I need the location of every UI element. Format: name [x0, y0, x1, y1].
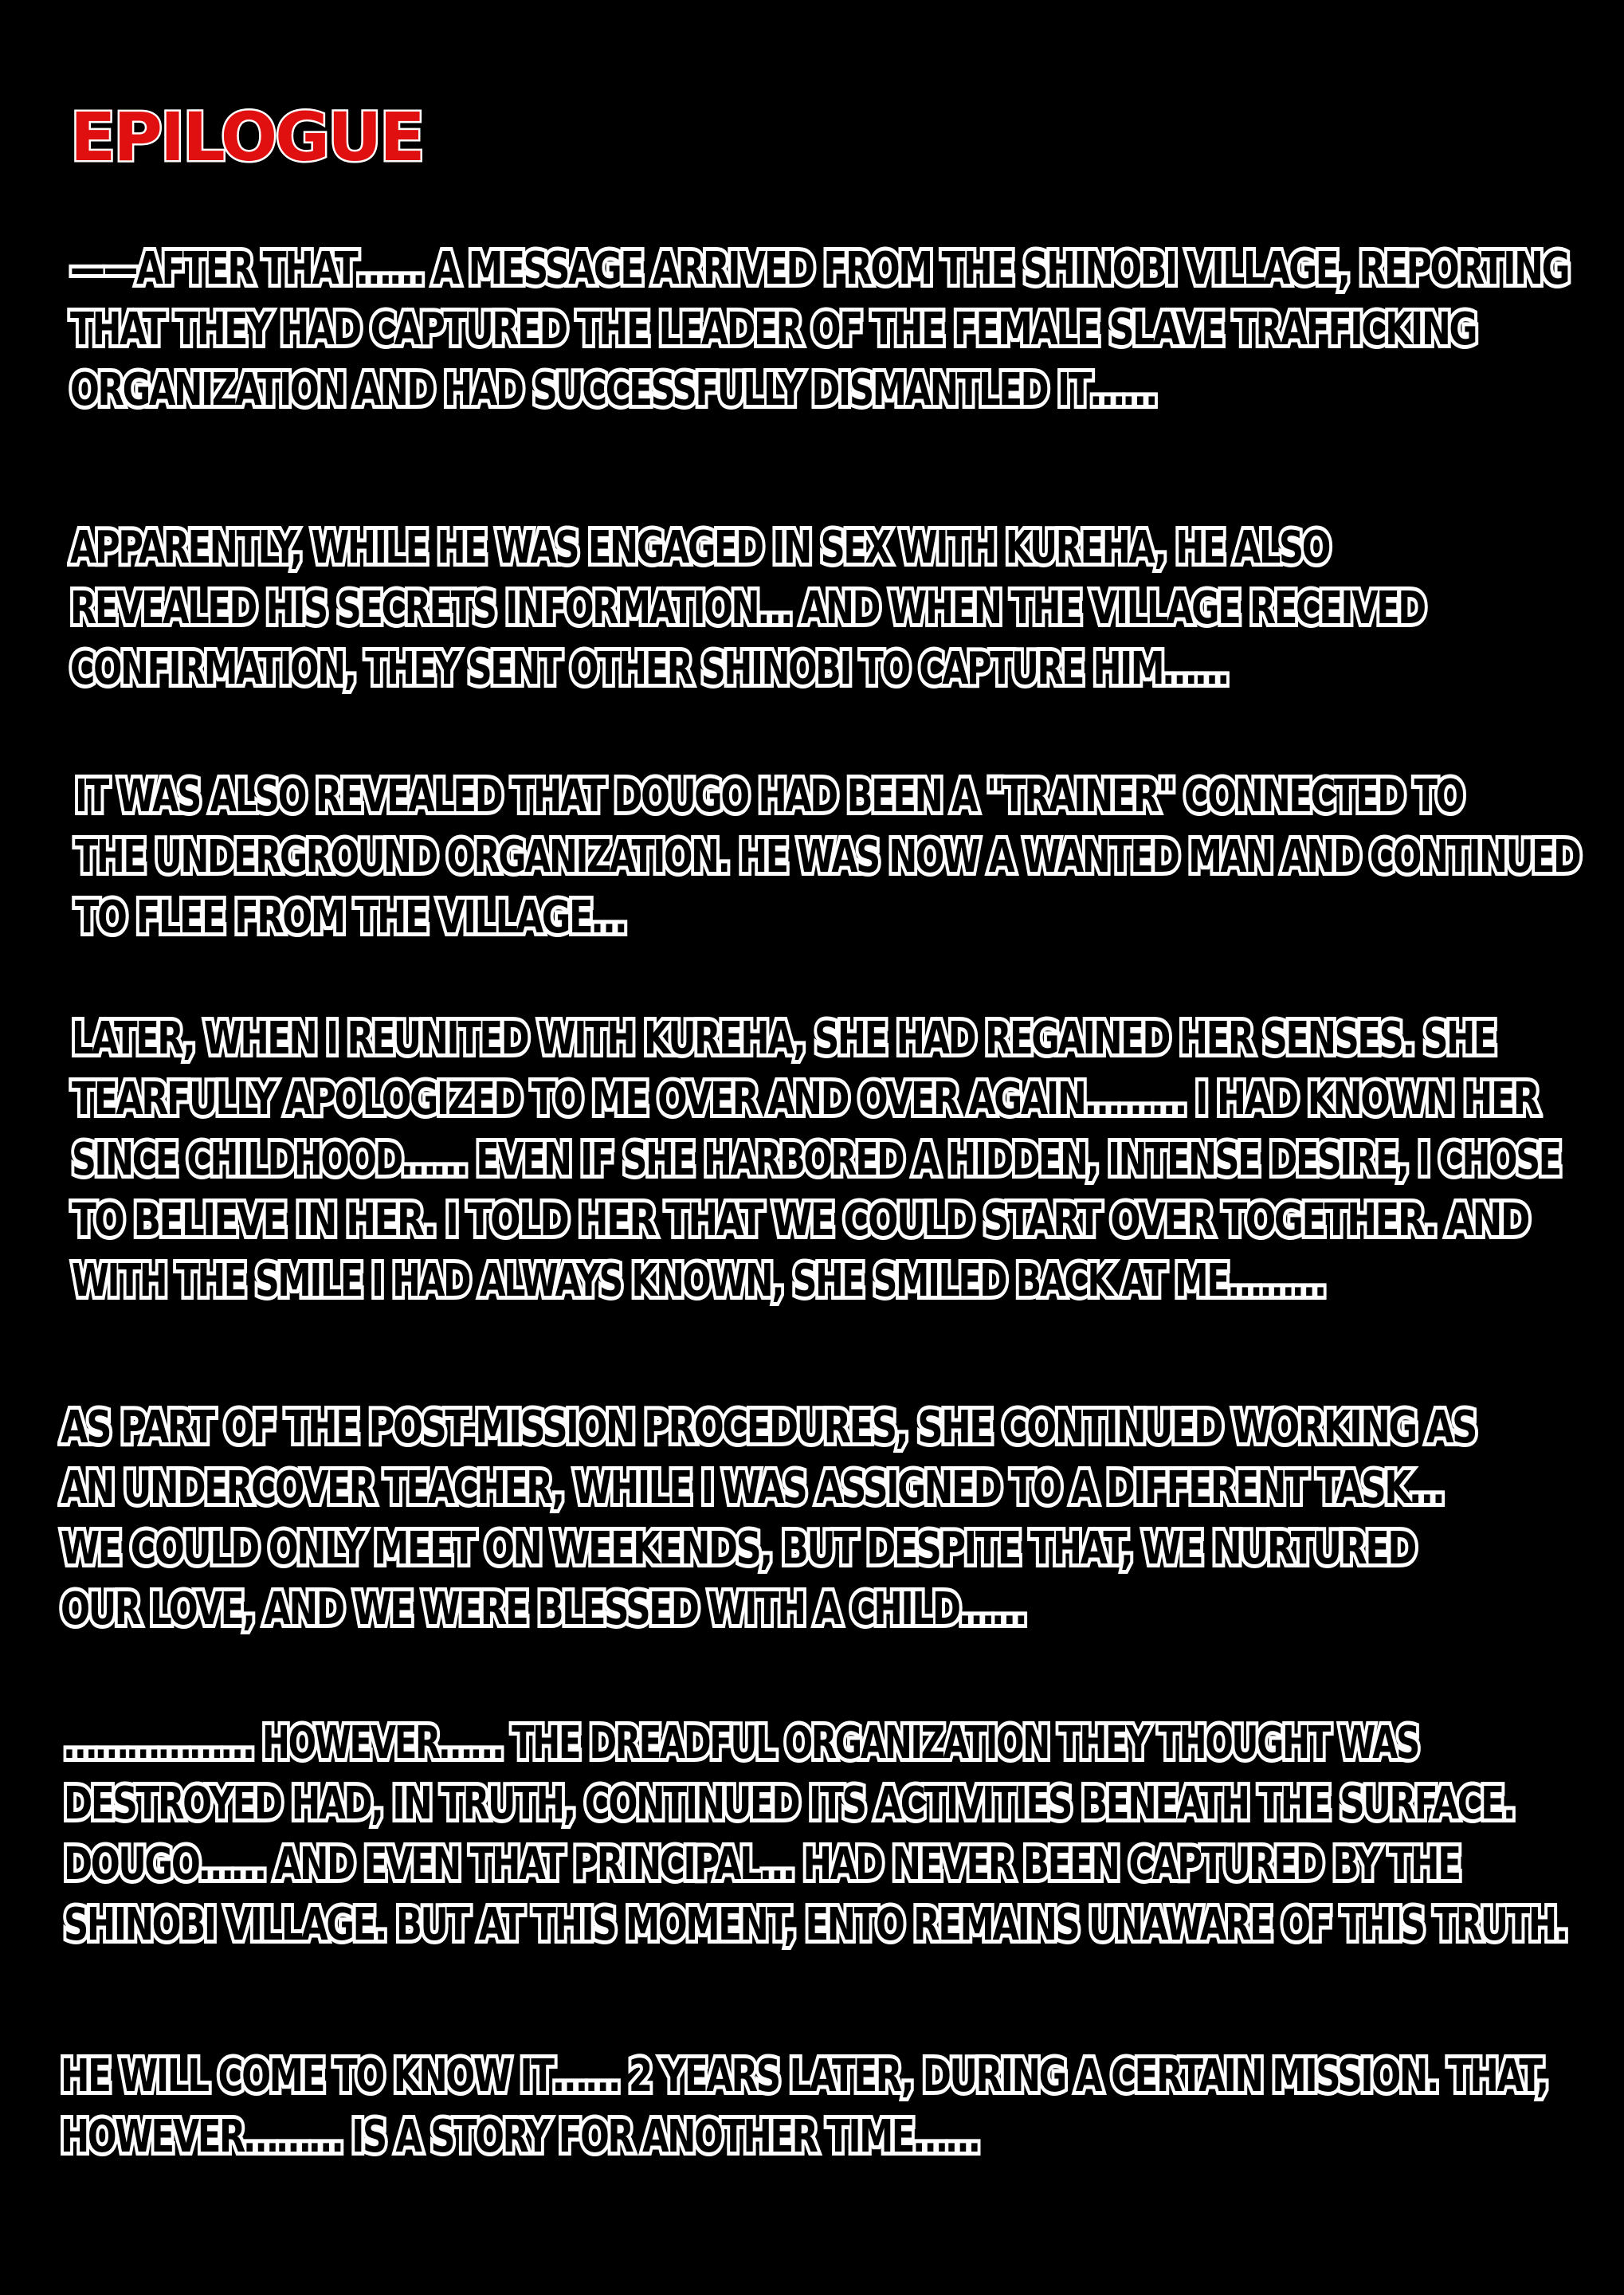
paragraph-line: SHINOBI VILLAGE. BUT AT THIS MOMENT, ENTO REMAINS UNAWARE OF THIS TRUTH.: [64, 1899, 1567, 1951]
paragraph-line: LATER, WHEN I REUNITED WITH KUREHA, SHE HAD REGAINED HER SENSES. SHE: [72, 1013, 1496, 1065]
paragraph-line: HE WILL COME TO KNOW IT…… 2 YEARS LATER, DURING A CERTAIN MISSION. THAT,: [61, 2050, 1548, 2102]
paragraph-line: SINCE CHILDHOOD…… EVEN IF SHE HARBORED A HIDDEN, INTENSE DESIRE, I CHOSE: [72, 1134, 1560, 1186]
paragraph-line: HOWEVER……… IS A STORY FOR ANOTHER TIME……: [61, 2111, 979, 2163]
paragraph-line: TO BELIEVE IN HER. I TOLD HER THAT WE COULD START OVER TOGETHER. AND: [72, 1195, 1528, 1246]
paragraph-line: APPARENTLY, WHILE HE WAS ENGAGED IN SEX WITH KUREHA, HE ALSO: [70, 522, 1330, 574]
paragraph-line: OUR LOVE, AND WE WERE BLESSED WITH A CHILD……: [61, 1583, 1026, 1635]
paragraph-line: CONFIRMATION, THEY SENT OTHER SHINOBI TO CAPTURE HIM……: [70, 643, 1228, 695]
paragraph-line: DESTROYED HAD, IN TRUTH, CONTINUED ITS ACTIVITIES BENEATH THE SURFACE.: [64, 1778, 1515, 1830]
paragraph-line: THE UNDERGROUND ORGANIZATION. HE WAS NOW A WANTED MAN AND CONTINUED: [75, 831, 1580, 883]
paragraph-line: THAT THEY HAD CAPTURED THE LEADER OF THE FEMALE SLAVE TRAFFICKING: [70, 304, 1477, 355]
paragraph-line: AS PART OF THE POST-MISSION PROCEDURES, SHE CONTINUED WORKING AS: [61, 1402, 1476, 1454]
paragraph-line: WITH THE SMILE I HAD ALWAYS KNOWN, SHE SMILED BACK AT ME………: [72, 1255, 1324, 1307]
paragraph-line: ——AFTER THAT…… A MESSAGE ARRIVED FROM THE SHINOBI VILLAGE, REPORTING: [70, 243, 1569, 295]
paragraph-line: REVEALED HIS SECRETS INFORMATION… AND WHEN THE VILLAGE RECEIVED: [70, 583, 1425, 634]
paragraph-line: ……………… HOWEVER…… THE DREADFUL ORGANIZATION THEY THOUGHT WAS: [64, 1717, 1418, 1769]
paragraph-line: AN UNDERCOVER TEACHER, WHILE I WAS ASSIGNED TO A DIFFERENT TASK…: [61, 1462, 1443, 1514]
paragraph-line: WE COULD ONLY MEET ON WEEKENDS, BUT DESPITE THAT, WE NURTURED: [61, 1523, 1415, 1575]
page-title: EPILOGUE: [70, 98, 423, 176]
paragraph-line: DOUGO…… AND EVEN THAT PRINCIPAL… HAD NEVER BEEN CAPTURED BY THE: [64, 1838, 1460, 1890]
paragraph-line: ORGANIZATION AND HAD SUCCESSFULLY DISMANTLED IT……: [70, 364, 1156, 416]
paragraph-line: TEARFULLY APOLOGIZED TO ME OVER AND OVER AGAIN……… I HAD KNOWN HER: [72, 1073, 1539, 1125]
paragraph-line: TO FLEE FROM THE VILLAGE…: [75, 892, 626, 944]
paragraph-line: IT WAS ALSO REVEALED THAT DOUGO HAD BEEN A "TRAINER" CONNECTED TO: [75, 771, 1464, 822]
